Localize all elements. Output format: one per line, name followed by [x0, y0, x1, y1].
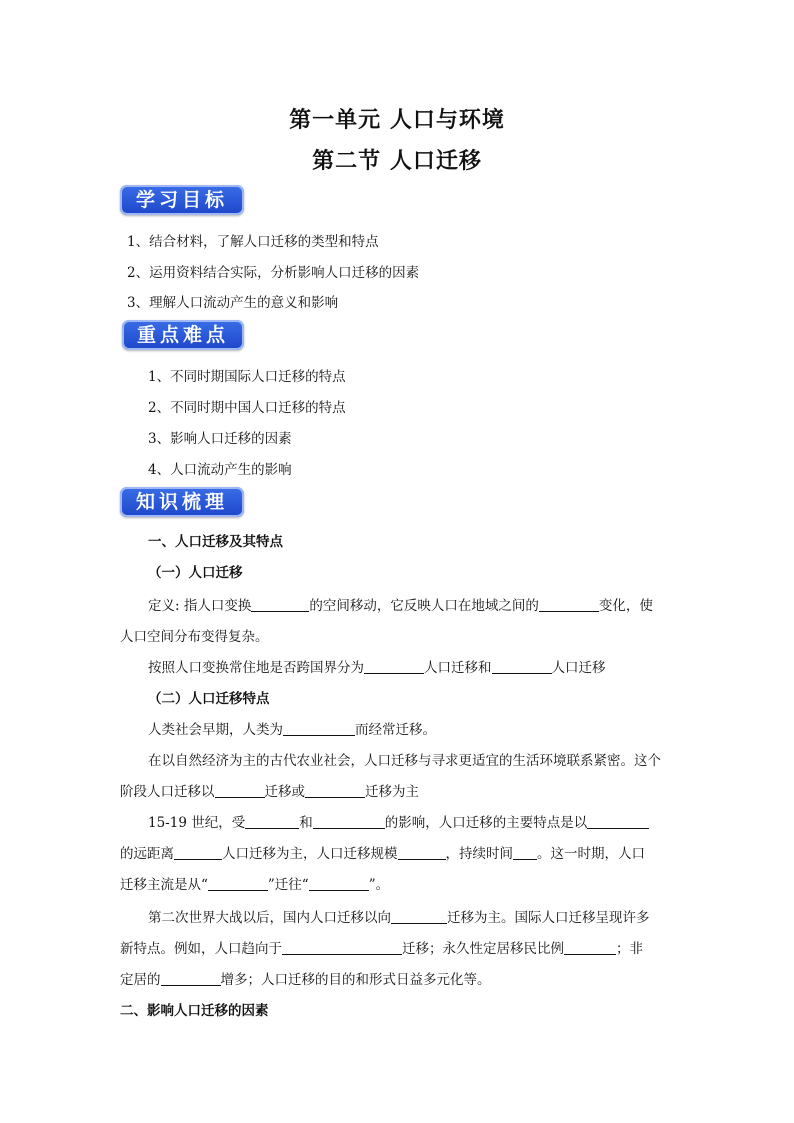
fill-blank[interactable]	[587, 814, 649, 829]
text: 的空间移动，它反映人口在地域之间的	[309, 598, 539, 614]
fill-blank[interactable]	[564, 940, 616, 955]
fill-blank[interactable]	[215, 783, 265, 798]
fill-blank[interactable]	[174, 845, 222, 860]
text: ”迁往“	[267, 877, 309, 893]
text: ，持续时间	[445, 846, 513, 862]
key-point-item: 2、不同时期中国人口迁移的特点	[148, 400, 346, 416]
century-15-19-line-3	[120, 873, 389, 893]
text: 定居的	[120, 972, 161, 988]
key-point-item: 4、人口流动产生的影响	[148, 462, 292, 478]
text: 人类社会早期，人类为	[148, 722, 283, 738]
early-society-line	[148, 718, 436, 738]
text: 按照人口变换常住地是否跨国界分为	[148, 660, 364, 676]
fill-blank[interactable]	[161, 971, 221, 986]
fill-blank[interactable]	[398, 845, 446, 860]
text: 人口迁移	[551, 660, 606, 676]
text: 变化，使	[598, 598, 653, 614]
text: 迁移或	[264, 784, 305, 800]
definition-line	[148, 594, 653, 614]
goal-item: 1、结合材料，了解人口迁移的类型和特点	[127, 234, 379, 250]
text: 增多；人口迁移的目的和形式日益多元化等。	[220, 972, 491, 988]
heading-1-2: （二）人口迁移特点	[148, 691, 270, 707]
text: 和	[299, 815, 313, 831]
text: 阶段人口迁移以	[120, 784, 215, 800]
goal-item: 3、理解人口流动产生的意义和影响	[127, 295, 339, 311]
fill-blank[interactable]	[364, 659, 424, 674]
text: 第二次世界大战以后，国内人口迁移以向	[148, 910, 391, 926]
fill-blank[interactable]	[313, 814, 385, 829]
text: 新特点。例如，人口趋向于	[120, 941, 282, 957]
text: 而经常迁移。	[355, 722, 436, 738]
text: 迁移主流是从“	[120, 877, 208, 893]
post-ww2-line	[148, 906, 650, 926]
unit-title: 第一单元 人口与环境	[289, 107, 505, 133]
post-ww2-line-2	[120, 937, 643, 957]
fill-blank[interactable]	[513, 845, 537, 860]
century-15-19-line	[148, 811, 649, 831]
heading-1-1: （一）人口迁移	[148, 565, 243, 581]
text: 15-19 世纪，受	[148, 815, 246, 831]
text: 迁移为主。国际人口迁移呈现许多	[447, 910, 650, 926]
heading-2: 二、影响人口迁移的因素	[120, 1003, 269, 1019]
text: 的远距离	[120, 846, 174, 862]
key-points-badge: 重点难点	[122, 320, 244, 350]
fill-blank[interactable]	[282, 940, 402, 955]
fill-blank[interactable]	[283, 721, 355, 736]
definition-line-2: 人口空间分布变得复杂。	[120, 629, 269, 645]
classification-line	[148, 656, 606, 676]
text: 人口迁移和	[424, 660, 492, 676]
fill-blank[interactable]	[492, 659, 552, 674]
fill-blank[interactable]	[309, 876, 369, 891]
fill-blank[interactable]	[539, 597, 599, 612]
heading-1: 一、人口迁移及其特点	[148, 534, 283, 550]
fill-blank[interactable]	[305, 783, 365, 798]
learning-goals-badge: 学习目标	[120, 185, 244, 215]
text: 定义: 指人口变换	[148, 598, 252, 614]
text: 的影响，人口迁移的主要特点是以	[384, 815, 588, 831]
text: 。这一时期，人口	[537, 846, 645, 862]
text: ”。	[368, 877, 390, 893]
fill-blank[interactable]	[391, 909, 447, 924]
fill-blank[interactable]	[251, 597, 309, 612]
section-title: 第二节 人口迁移	[312, 148, 482, 174]
text: ；非	[616, 941, 643, 957]
text: 迁移；永久性定居移民比例	[402, 941, 564, 957]
text: 人口迁移为主，人口迁移规模	[222, 846, 398, 862]
goal-item: 2、运用资料结合实际，分析影响人口迁移的因素	[127, 265, 420, 281]
fill-blank[interactable]	[208, 876, 268, 891]
post-ww2-line-3	[120, 968, 491, 988]
key-point-item: 1、不同时期国际人口迁移的特点	[148, 369, 346, 385]
agriculture-line: 在以自然经济为主的古代农业社会，人口迁移与寻求更适宜的生活环境联系紧密。这个	[148, 753, 661, 769]
agriculture-line-2	[120, 780, 419, 800]
knowledge-badge: 知识梳理	[120, 487, 244, 517]
fill-blank[interactable]	[245, 814, 299, 829]
century-15-19-line-2	[120, 842, 645, 862]
text: 迁移为主	[365, 784, 419, 800]
key-point-item: 3、影响人口迁移的因素	[148, 431, 292, 447]
